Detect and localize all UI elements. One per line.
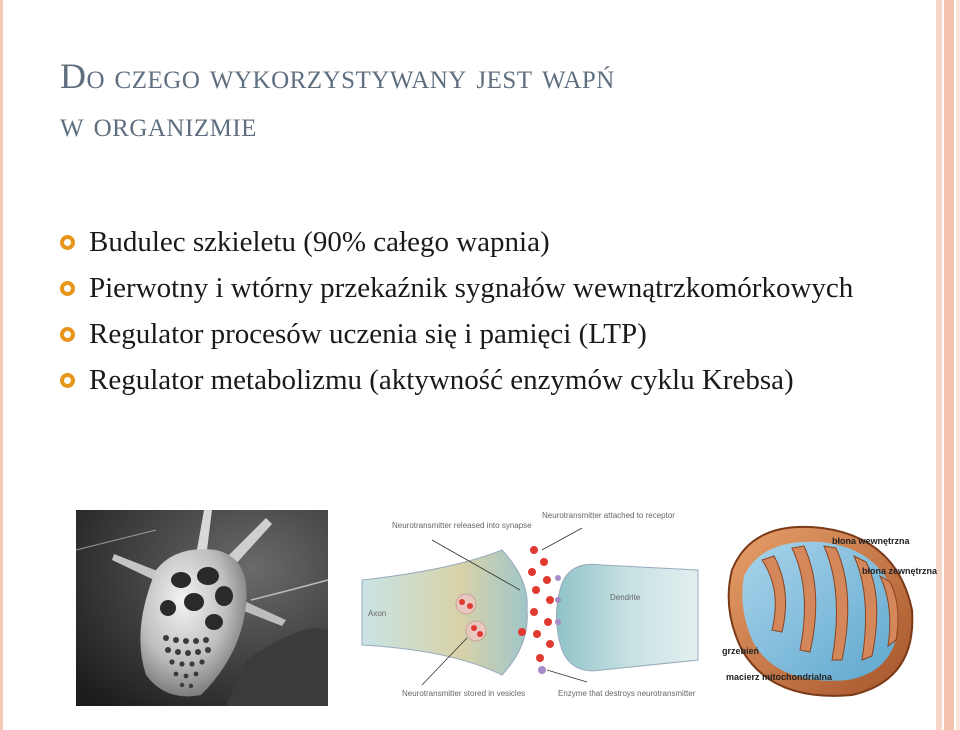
right-accent-stripe xyxy=(956,0,960,730)
slide-title xyxy=(60,52,880,148)
ring-bullet-icon xyxy=(60,281,75,296)
bullet-text: Regulator procesów uczenia się i pamięci (LTP) xyxy=(89,318,647,350)
mito-label-matrix: macierz mitochondrialna xyxy=(726,672,833,682)
bullet-text: Regulator metabolizmu (aktywność enzymów cyklu Krebsa) xyxy=(89,364,794,396)
right-accent-stripe xyxy=(936,0,942,730)
radiolarian-illustration xyxy=(76,510,328,706)
ring-bullet-icon xyxy=(60,235,75,250)
mito-label-inner: błona wewnętrzna xyxy=(832,536,910,546)
radiolarian-skeleton-image xyxy=(76,510,328,706)
synapse-label-attached: Neurotransmitter attached to receptor xyxy=(542,511,675,520)
list-item xyxy=(60,316,920,353)
list-item xyxy=(60,362,920,399)
synapse-label-stored: Neurotransmitter stored in vesicles xyxy=(402,689,526,698)
synapse-diagram-image xyxy=(362,510,698,706)
mitochondrion-illustration xyxy=(712,510,938,706)
synapse-label-released: Neurotransmitter released into synapse xyxy=(392,521,532,530)
bullet-text: Pierwotny i wtórny przekaźnik sygnałów wewnątrzkomórkowych xyxy=(89,272,854,304)
synapse-label-dendrite: Dendrite xyxy=(610,593,641,602)
list-item xyxy=(60,270,920,307)
bullet-list xyxy=(60,224,920,408)
ring-bullet-icon xyxy=(60,327,75,342)
mito-label-outer: błona zewnętrzna xyxy=(862,566,938,576)
synapse-illustration xyxy=(362,510,698,706)
ring-bullet-icon xyxy=(60,373,75,388)
synapse-label-enzyme: Enzyme that destroys neurotransmitter xyxy=(558,689,696,698)
bullet-text: Budulec szkieletu (90% całego wapnia) xyxy=(89,226,550,258)
mito-label-crista: grzebień xyxy=(722,646,760,656)
right-accent-stripe xyxy=(944,0,954,730)
slide-title-line: w organizmie xyxy=(60,104,257,144)
list-item xyxy=(60,224,920,261)
left-accent-stripe xyxy=(0,0,3,730)
slide-title-line: Do czego wykorzystywany jest wapń xyxy=(60,56,615,96)
mitochondrion-diagram-image xyxy=(712,510,938,706)
synapse-label-axon: Axon xyxy=(368,609,387,618)
